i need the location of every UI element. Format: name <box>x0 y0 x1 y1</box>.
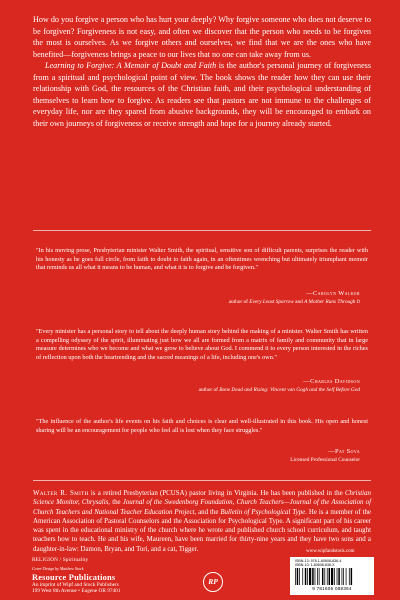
bio-author-name: Walter R. Smith <box>33 490 89 497</box>
endorsement-credit-1: author of Every Least Sparrow and A Mother Runs Through It <box>228 299 360 305</box>
book-title: Learning to Forgive: A Memoir of Doubt and Faith <box>45 61 217 70</box>
endorsement-quote-1: "In his moving prose, Presbyterian minister Walter Smith, the spiritual, sensitive son of difficult parents, surprises the reader with his honesty as he goes full circle, from faith to doubt to faith again, in an oftentimes wrenching but ultimately triumphant memoir that reminds us all what it means to be human, and what it is to forgive and be forgiven." <box>36 247 368 272</box>
divider-bottom <box>33 480 371 481</box>
endorsement-quote-2: "Every minister has a personal story to tell about the deeply human story behind the making of a minister. Walter Smith has written a compelling odyssey of the spirit, illuminating just how we all are formed from a matrix of family and community that in large measure determines who we become and what we grow to believe about God. I commend it to every person interested in the riches of reflection upon both the heartrending and the sacred meanings of a life, including one's own." <box>36 328 368 361</box>
intro-paragraph-1: How do you forgive a person who has hurt your deeply? Why forgive someone who does not deserve to be forgiven? Forgiveness is not easy, and often we discover that the person who needs to be forgiven the most is ourselves. As we forgive others and ourselves, we find that we are the ones who have benefited—forgiveness brings a peace to our lives that no one can take away from us. <box>33 15 371 59</box>
publisher-address: 199 West 8th Avenue • Eugene OR 97401 <box>32 588 121 595</box>
cover-design-credit: Cover Design by Matthew Stock <box>32 566 84 571</box>
endorsement-credit-2: author of Bone Dead and Rising: Vincent van Gogh and the Self Before God <box>198 387 360 393</box>
author-bio: Walter R. Smith is a retired Presbyterian (PCUSA) pastor living in Virginia. He has been published in the Christian Science Monitor, Chrysalis, the Journal of the Swedenborg Foundation, Church Teachers—Journal of the Association of Church Teachers and National Teacher Education Project, and the Bulletin of Psychological Type. He is a member of the American Association of Pastoral Counselors and the Association for Psychological Type. A significant part of his career was spent in the educational ministry of the church where he wrote and published church school curriculum, and taught teachers how to teach. He and his wife, Maureen, have been married for thirty-nine years and they have two sons and a daughter-in-law: Damon, Bryan, and Tori, and a cat, Tigger. <box>33 490 372 553</box>
isbn-barcode <box>290 557 374 595</box>
isbn-13: ISBN-13: 978-1-60608-836-4 <box>295 559 342 563</box>
endorsement-quote-3: "The influence of the author's life events on his faith and choices is clear and well-illustrated in this book. His open and honest sharing will be an encouragement for people who feel all is lost when they face struggles." <box>36 418 368 434</box>
divider-top <box>33 230 371 231</box>
publisher-block <box>32 573 192 595</box>
publisher-name: Resource Publications <box>32 573 116 582</box>
endorsement-credit-3: Licensed Professional Counselor <box>290 457 360 463</box>
publisher-imprint: An imprint of Wipf and Stock Publishers <box>32 582 119 588</box>
category-label: RELIGION / Spirituality <box>32 557 89 563</box>
website-url: www.wipfandstock.com <box>306 549 355 554</box>
endorsement-author-3: —Pat Sova <box>328 448 360 455</box>
endorsement-author-1: —Carolyn Walker <box>306 290 360 297</box>
publisher-logo-icon: RP <box>203 572 223 592</box>
isbn-10: ISBN-10: 1-60608-836-X <box>295 563 335 567</box>
intro-blurb <box>33 14 371 129</box>
endorsement-author-2: —Charles Davidson <box>303 378 360 385</box>
barcode-number: 9 781606 088364 <box>312 586 352 591</box>
intro-paragraph-2: Learning to Forgive: A Memoir of Doubt and Faith is the author's personal journey of forgiveness from a spiritual and psychological point of view. The book shows the reader how they can use their relationship with God, the resources of the Christian faith, and their psychological understanding of themselves to learn how to forgive. As readers see that pastors are not immune to the challenges of everyday life, nor are they spared from abusive backgrounds, they will be encouraged to embark on their own journeys of forgiveness or receive strength and hope for a journey already started. <box>33 61 371 128</box>
barcode-bars-icon <box>295 568 369 585</box>
